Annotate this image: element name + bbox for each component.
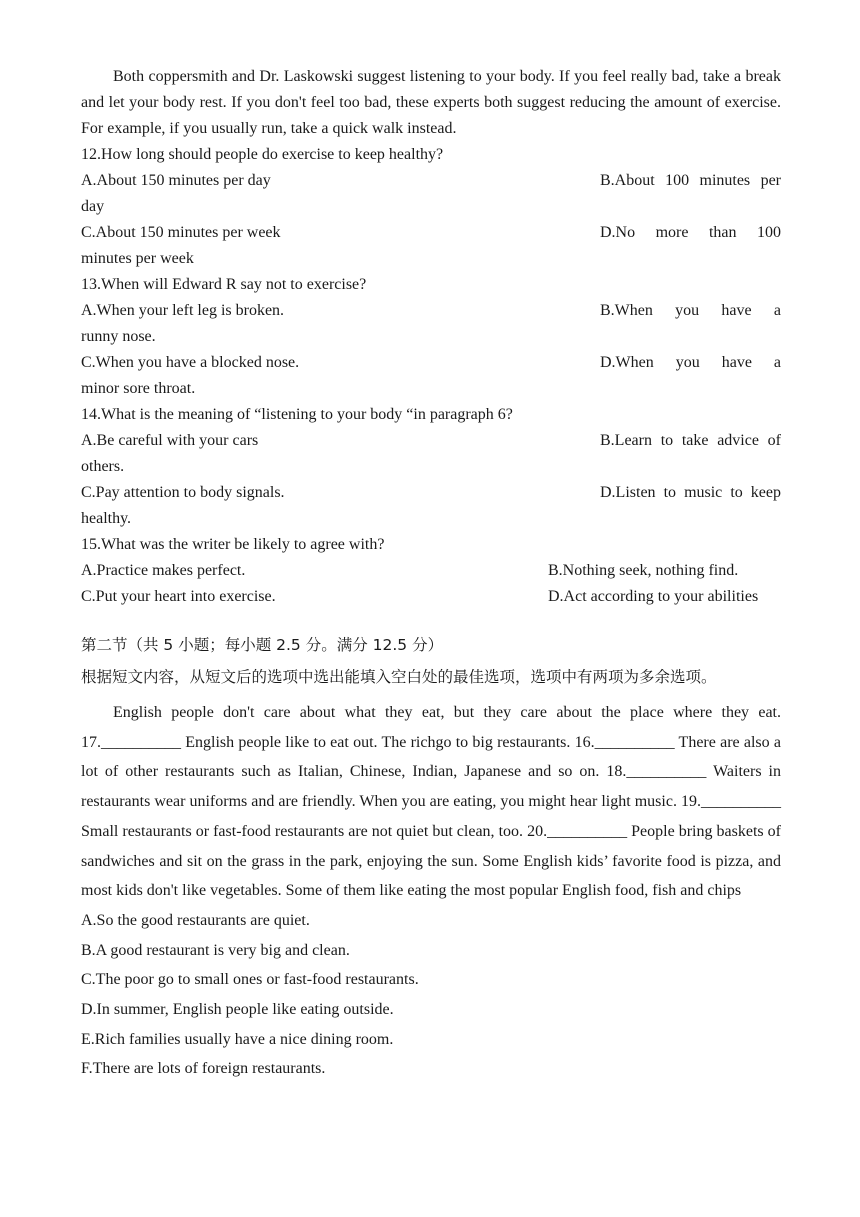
option-c: C.Put your heart into exercise. [81, 588, 276, 605]
option-b-continued: others. [81, 458, 125, 475]
option-c: C.About 150 minutes per week [81, 224, 281, 241]
cloze-passage: English people don't care about what they eat, but they care about the place where they eat. 17.__________ English people like to eat out. The richgo to big restaurants. 16.__________ There are also a lot of other restaurants such as Italian, Chinese, Indian, Japanese and so on. 18.__________ Waiters in restaurants wear uniforms and are friendly. When you are eating, you might hear light music. 19.__________ Small restaurants or fast-food restaurants are not quiet but clean, too. 20.__________ People bring baskets of sandwiches and sit on the grass in the park, enjoying the sun. Some English kids’ favorite food is pizza, and most kids don't like vegetables. Some of them like eating the most popular English food, fish and chips [81, 704, 781, 900]
question-stem: 15.What was the writer be likely to agree with? [81, 536, 385, 553]
question-stem: 13.When will Edward R say not to exercise? [81, 276, 367, 293]
choice-e: E.Rich families usually have a nice dining room. [81, 1030, 394, 1048]
choice-list [81, 906, 781, 1084]
option-d-continued: minor sore throat. [81, 380, 196, 397]
option-d: D.Listen to music to keep [600, 484, 781, 501]
option-row [81, 168, 781, 194]
question-13 [81, 272, 781, 402]
exam-page [81, 64, 781, 1084]
choice-c: C.The poor go to small ones or fast-food restaurants. [81, 971, 419, 989]
option-d-continued: minutes per week [81, 250, 194, 267]
option-row [81, 428, 781, 454]
option-row [81, 584, 781, 610]
option-b: B.When you have a [600, 302, 781, 319]
choice-a: A.So the good restaurants are quiet. [81, 911, 310, 929]
option-c: C.Pay attention to body signals. [81, 484, 285, 501]
choice-d: D.In summer, English people like eating outside. [81, 1001, 394, 1019]
intro-paragraph: Both coppersmith and Dr. Laskowski suggest listening to your body. If you feel really bad, take a break and let your body rest. If you don't feel too bad, these experts both suggest reducing the amount of exercise. For example, if you usually run, take a quick walk instead. [81, 68, 781, 137]
choice-b: B.A good restaurant is very big and clean. [81, 941, 350, 959]
option-b: B.Learn to take advice of [600, 432, 781, 449]
option-b: B.Nothing seek, nothing find. [548, 562, 739, 579]
option-row [81, 480, 781, 506]
option-row [81, 558, 781, 584]
option-d-continued: healthy. [81, 510, 132, 527]
question-14 [81, 402, 781, 532]
option-a: A.Be careful with your cars [81, 432, 259, 449]
question-stem: 14.What is the meaning of “listening to your body “in paragraph 6? [81, 406, 513, 423]
section-instruction: 根据短文内容，从短文后的选项中选出能填入空白处的最佳选项，选项中有两项为多余选项。 [81, 668, 717, 686]
option-b-continued: day [81, 198, 105, 215]
option-row [81, 350, 781, 376]
question-15 [81, 532, 781, 610]
option-a: A.Practice makes perfect. [81, 562, 246, 579]
option-d: D.Act according to your abilities [548, 588, 759, 605]
option-a: A.When your left leg is broken. [81, 302, 285, 319]
choice-f: F.There are lots of foreign restaurants. [81, 1060, 326, 1078]
question-stem: 12.How long should people do exercise to keep healthy? [81, 146, 444, 163]
option-b-continued: runny nose. [81, 328, 156, 345]
section-heading: 第二节（共 5 小题；每小题 2.5 分。满分 12.5 分） [81, 636, 444, 654]
option-a: A.About 150 minutes per day [81, 172, 271, 189]
option-d: D.When you have a [600, 354, 781, 371]
option-c: C.When you have a blocked nose. [81, 354, 300, 371]
option-row [81, 298, 781, 324]
question-12 [81, 142, 781, 272]
option-row [81, 220, 781, 246]
option-d: D.No more than 100 [600, 224, 781, 241]
option-b: B.About 100 minutes per [600, 172, 781, 189]
